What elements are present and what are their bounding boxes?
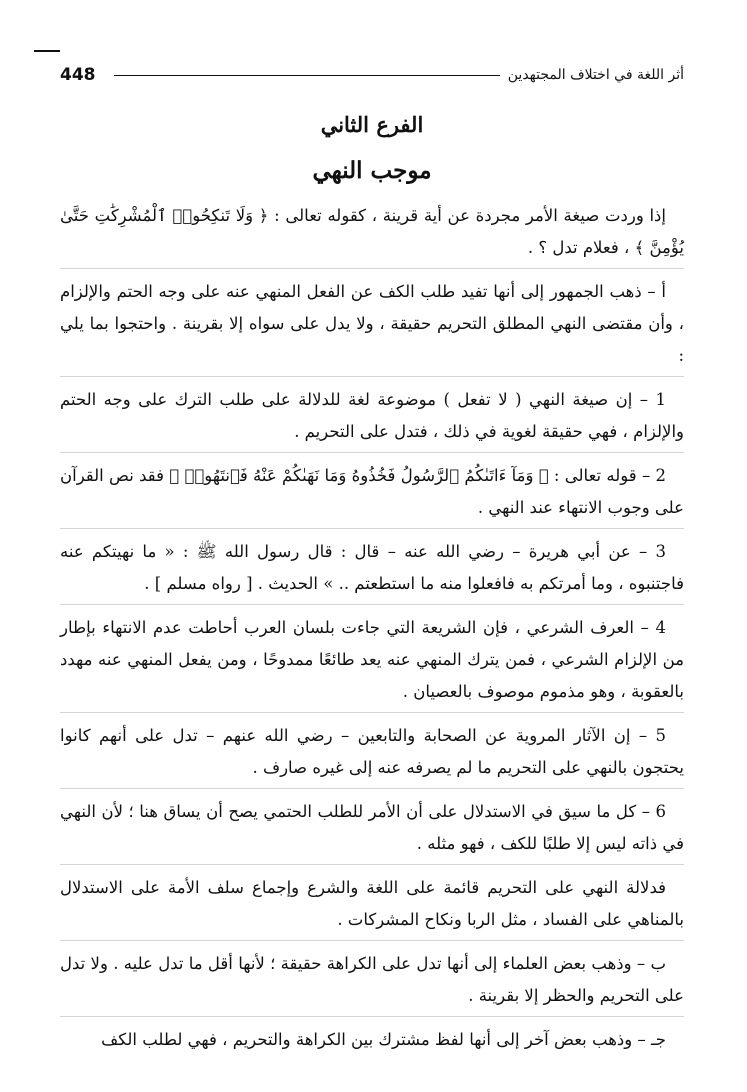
margin-dash (34, 50, 60, 52)
paragraph-evidence-4: 4 – العرف الشرعي ، فإن الشريعة التي جاءت بلسان العرب أحاطت عدم الانتهاء بإطار من الإلزام الشرعي ، فمن يترك المنهي عنه يعد طائعًا ممدوحًا ، ومن يفعل المنهي عنه مهدد بالعقوبة ، وهو مذموم موصوف بالعصيان . (60, 612, 684, 713)
section-title: موجب النهي (312, 157, 432, 184)
running-title: أثر اللغة في اختلاف المجتهدين (507, 67, 684, 83)
header-rule (114, 75, 500, 76)
paragraph-evidence-3: 3 – عن أبي هريرة – رضي الله عنه – قال : قال رسول الله ﷺ : « ما نهيتكم عنه فاجتنبوه ، وما أمرتكم به فافعلوا منه ما استطعتم .. » الحديث . [ رواه مسلم ] . (60, 536, 684, 605)
body-text (60, 200, 684, 1063)
page-header (60, 60, 684, 90)
paragraph-evidence-1: 1 – إن صيغة النهي ( لا تفعل ) موضوعة لغة للدلالة على طلب الترك على وجه الحتم والإلزام ، فهي حقيقة لغوية في ذلك ، فتدل على التحريم . (60, 384, 684, 453)
section-subheading: الفرع الثاني (320, 112, 424, 137)
page-number: 448 (60, 65, 96, 85)
section-headings (60, 112, 684, 184)
paragraph-second-view: ب – وذهب بعض العلماء إلى أنها تدل على الكراهة حقيقة ؛ لأنها أقل ما تدل عليه . ولا تدل على التحريم والحظر إلا بقرينة . (60, 948, 684, 1017)
paragraph-intro: إذا وردت صيغة الأمر مجردة عن أية قرينة ، كقوله تعالى : ﴿ وَلَا تَنكِحُوا۟ ٱلْمُشْرِكَٰتِ حَتَّىٰ يُؤْمِنَّ ﴾ ، فعلام تدل ؟ . (60, 200, 684, 269)
paragraph-evidence-5: 5 – إن الآثار المروية عن الصحابة والتابعين – رضي الله عنهم – تدل على أنهم كانوا يحتجون بالنهي على التحريم ما لم يصرفه عنه إلى غيره صارف . (60, 720, 684, 789)
paragraph-evidence-2: 2 – قوله تعالى : ﴿ وَمَآ ءَاتَىٰكُمُ ٱلرَّسُولُ فَخُذُوهُ وَمَا نَهَىٰكُمْ عَنْهُ فَٱنتَهُوا۟ ﴾ فقد نص القرآن على وجوب الانتهاء عند النهي . (60, 460, 684, 529)
paragraph-evidence-6: 6 – كل ما سيق في الاستدلال على أن الأمر للطلب الحتمي يصح أن يساق هنا ؛ لأن النهي في ذاته ليس إلا طلبًا للكف ، فهو مثله . (60, 796, 684, 865)
paragraph-majority-view: أ – ذهب الجمهور إلى أنها تفيد طلب الكف عن الفعل المنهي عنه على وجه الحتم والإلزام ، وأن مقتضى النهي المطلق التحريم حقيقة ، ولا يدل على سواه إلا بقرينة . واحتجوا بما يلي : (60, 276, 684, 377)
paragraph-conclusion: فدلالة النهي على التحريم قائمة على اللغة والشرع وإجماع سلف الأمة على الاستدلال بالمناهي على الفساد ، مثل الربا ونكاح المشركات . (60, 872, 684, 941)
paragraph-third-view: جـ – وذهب بعض آخر إلى أنها لفظ مشترك بين الكراهة والتحريم ، فهي لطلب الكف (101, 1030, 666, 1049)
